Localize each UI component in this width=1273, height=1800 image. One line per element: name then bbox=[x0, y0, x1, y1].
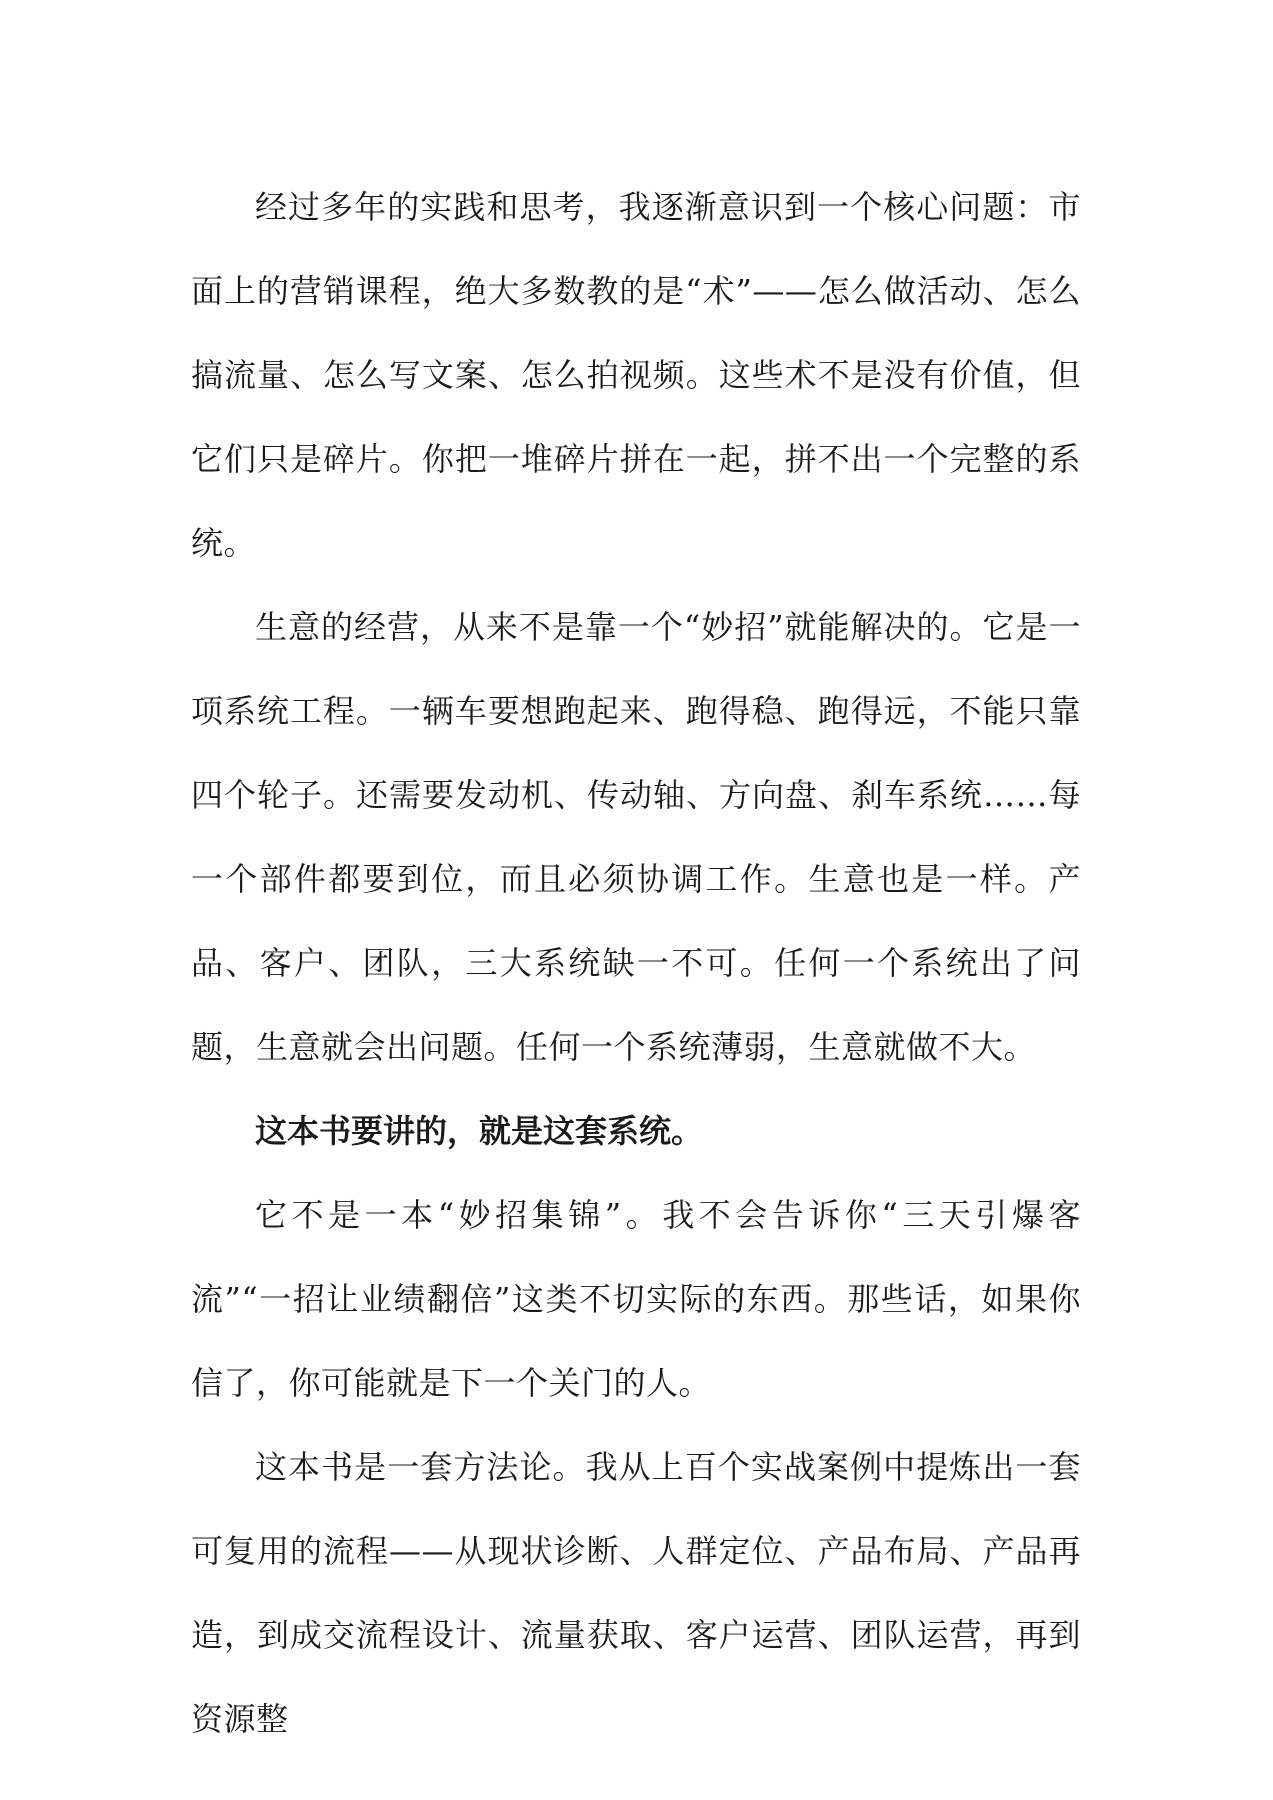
paragraph-book-purpose: 这本书要讲的，就是这套系统。 bbox=[255, 1112, 704, 1150]
paragraph-core-problem: 经过多年的实践和思考，我逐渐意识到一个核心问题：市面上的营销课程，绝大多数教的是“术”——怎么做活动、怎么搞流量、怎么写文案、怎么拍视频。这些术不是没有价值，但它们只是碎片。你把一堆碎片拼在一起，拼不出一个完整的系统。 bbox=[191, 188, 1081, 562]
paragraph-not-tricks: 它不是一本“妙招集锦”。我不会告诉你“三天引爆客流”“一招让业绩翻倍”这类不切实际的东西。那些话，如果你信了，你可能就是下一个关门的人。 bbox=[191, 1196, 1081, 1402]
body-text bbox=[191, 165, 1081, 1761]
paragraph-system-engineering: 生意的经营，从来不是靠一个“妙招”就能解决的。它是一项系统工程。一辆车要想跑起来、跑得稳、跑得远，不能只靠四个轮子。还需要发动机、传动轴、方向盘、刹车系统……每一个部件都要到位，而且必须协调工作。生意也是一样。产品、客户、团队，三大系统缺一不可。任何一个系统出了问题，生意就会出问题。任何一个系统薄弱，生意就做不大。 bbox=[191, 608, 1081, 1066]
paragraph-methodology: 这本书是一套方法论。我从上百个实战案例中提炼出一套可复用的流程——从现状诊断、人群定位、产品布局、产品再造，到成交流程设计、流量获取、客户运营、团队运营，再到资源整 bbox=[191, 1448, 1081, 1738]
